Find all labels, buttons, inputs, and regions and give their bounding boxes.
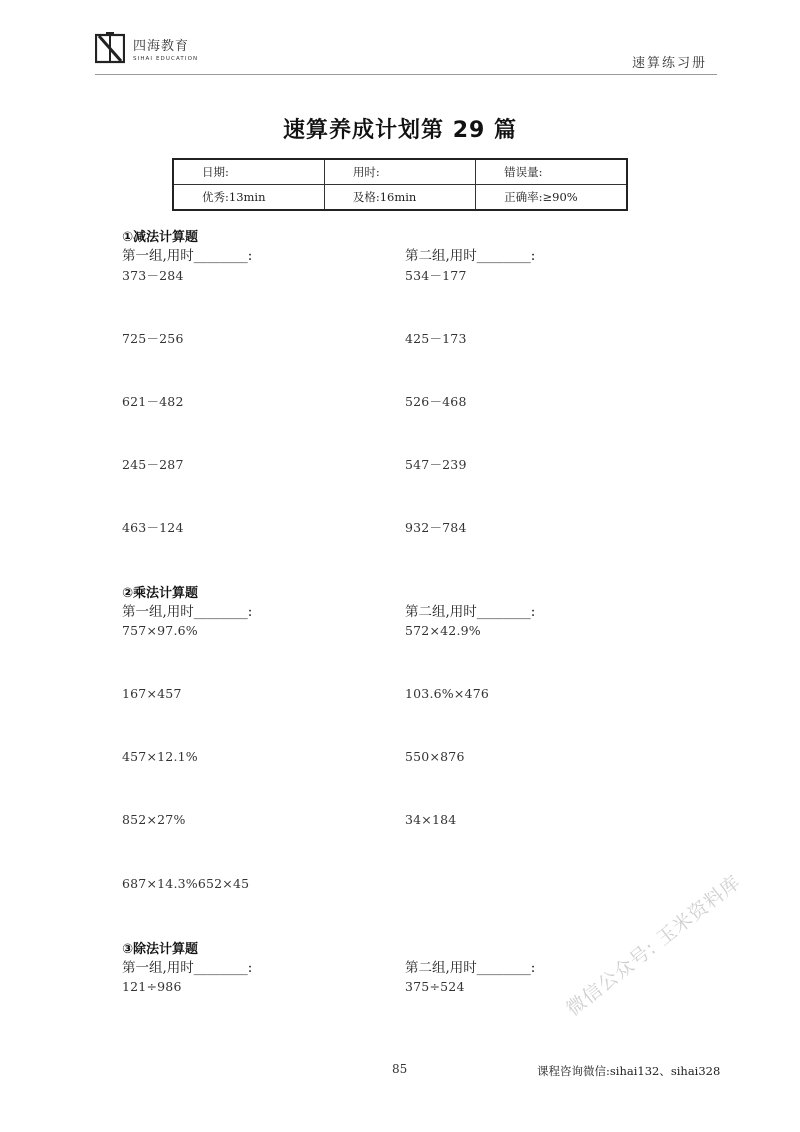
time-field: 用时: <box>324 159 475 185</box>
group-one-header: 第一组,用时________: <box>122 960 253 976</box>
page-number: 85 <box>392 1062 408 1076</box>
consult-contact: 课程咨询微信:sihai132、sihai328 <box>537 1064 721 1078</box>
group-two-header: 第二组,用时________: <box>405 960 536 976</box>
section-title-subtraction: ①减法计算题 <box>122 230 199 245</box>
problem: 121÷986 <box>122 979 182 994</box>
header-divider <box>95 74 717 75</box>
problem: 526－468 <box>405 394 467 409</box>
problem: 757×97.6% <box>122 623 198 638</box>
date-field: 日期: <box>173 159 324 185</box>
problem: 103.6%×476 <box>405 686 489 701</box>
problem: 572×42.9% <box>405 623 481 638</box>
group-one-header: 第一组,用时________: <box>122 604 253 620</box>
info-table <box>172 158 628 211</box>
problem: 457×12.1% <box>122 749 198 764</box>
problem: 245－287 <box>122 457 184 472</box>
problem: 547－239 <box>405 457 467 472</box>
problem: 852×27% <box>122 812 186 827</box>
section-title-multiplication: ②乘法计算题 <box>122 586 199 601</box>
problem: 34×184 <box>405 812 457 827</box>
group-two-header: 第二组,用时________: <box>405 248 536 264</box>
group-one-header: 第一组,用时________: <box>122 248 253 264</box>
problem: 725－256 <box>122 331 184 346</box>
problem: 167×457 <box>122 686 182 701</box>
pass-standard: 及格:16min <box>324 185 475 211</box>
book-title: 速算练习册 <box>632 56 708 71</box>
page-title: 速算养成计划第 29 篇 <box>283 118 517 143</box>
section-title-division: ③除法计算题 <box>122 942 199 957</box>
problem: 463－124 <box>122 520 184 535</box>
group-two-header: 第二组,用时________: <box>405 604 536 620</box>
watermark: 微信公众号: 玉米资料库 <box>562 871 745 1021</box>
accuracy-standard: 正确率:≥90% <box>476 185 627 211</box>
brand-name-en: SIHAI EDUCATION <box>133 56 199 62</box>
problem: 687×14.3%652×45 <box>122 876 250 891</box>
errors-field: 错误量: <box>476 159 627 185</box>
excellent-standard: 优秀:13min <box>173 185 324 211</box>
problem: 375÷524 <box>405 979 465 994</box>
problem: 425－173 <box>405 331 467 346</box>
problem: 534－177 <box>405 268 467 283</box>
problem: 621－482 <box>122 394 184 409</box>
problem: 550×876 <box>405 749 465 764</box>
brand-name: 四海教育 <box>133 39 190 54</box>
problem: 932－784 <box>405 520 467 535</box>
sihai-logo <box>95 32 125 64</box>
problem: 373－284 <box>122 268 184 283</box>
